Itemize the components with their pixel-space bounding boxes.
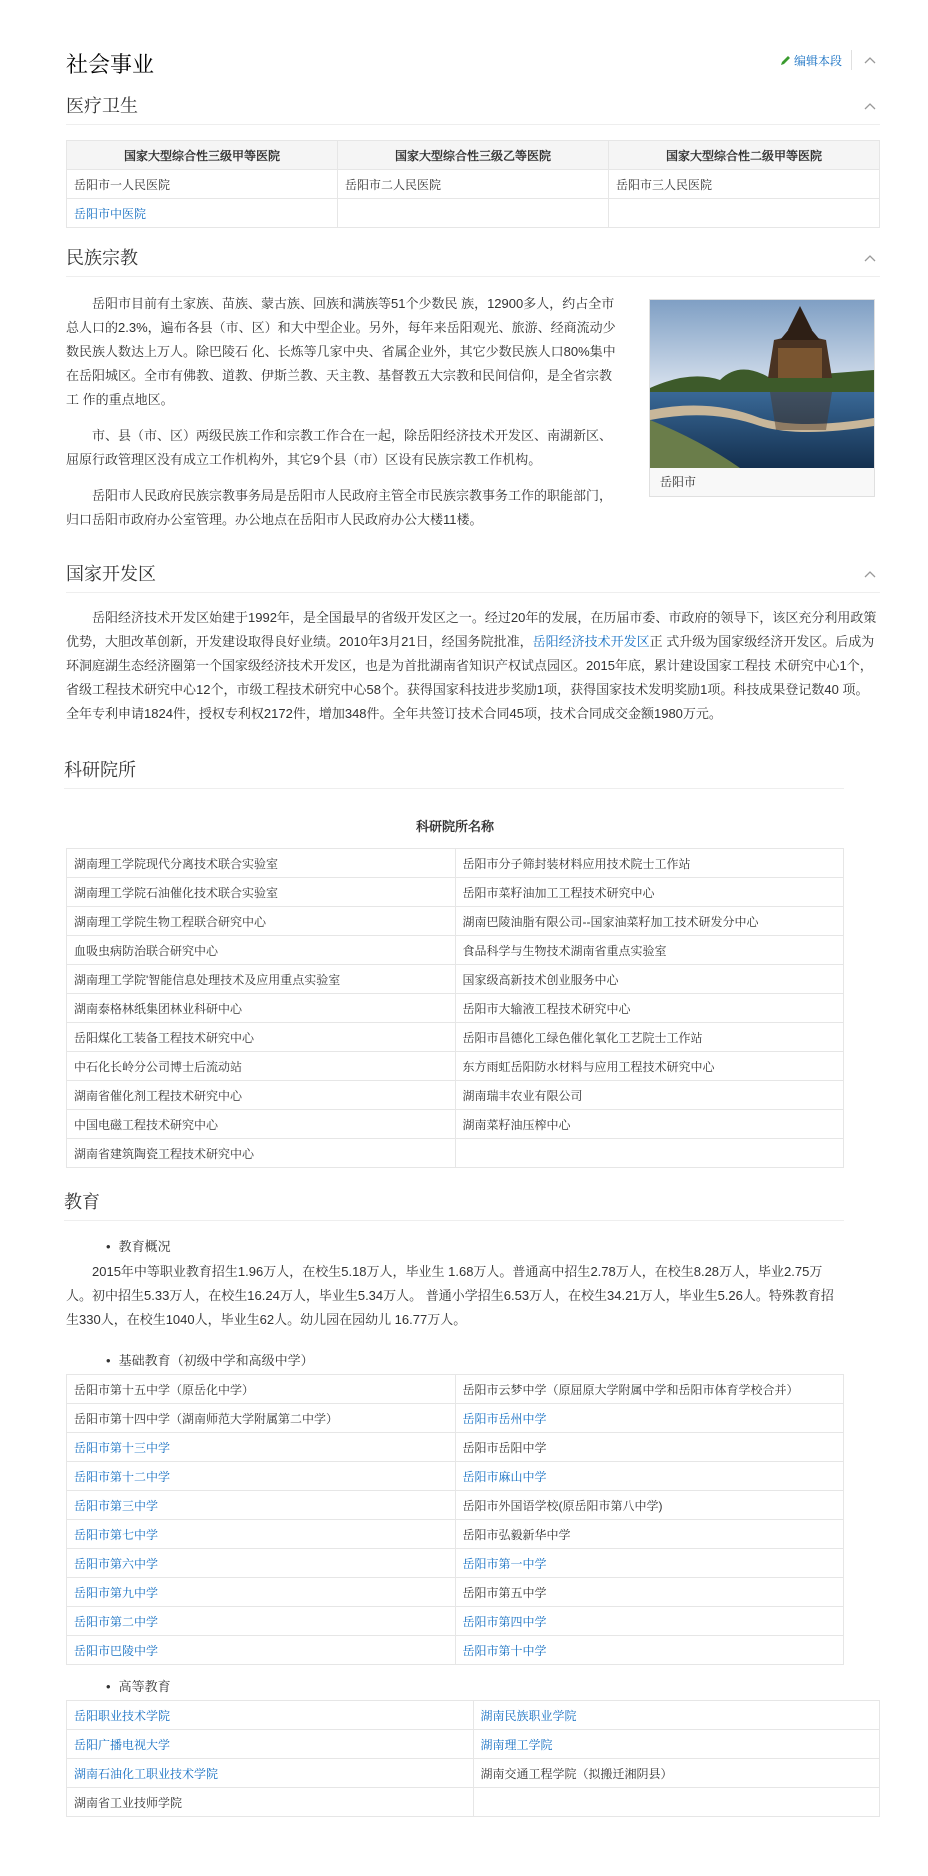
school-link[interactable]: 岳阳广播电视大学 — [67, 1730, 474, 1759]
table-cell: 湖南瑞丰农业有限公司 — [455, 1081, 844, 1110]
table-cell: 岳阳市分子筛封装材料应用技术院士工作站 — [455, 849, 844, 878]
devzone-link[interactable]: 岳阳经济技术开发区 — [532, 634, 650, 649]
table-cell: 岳阳市外国语学校(原岳阳市第八中学) — [455, 1491, 844, 1520]
research-title: 科研院所 — [64, 760, 136, 780]
school-link[interactable]: 岳阳市第九中学 — [67, 1578, 456, 1607]
table-row — [67, 199, 880, 228]
research-table — [66, 848, 844, 1168]
medical-title: 医疗卫生 — [66, 96, 138, 116]
medical-header — [66, 88, 880, 125]
school-link[interactable]: 岳阳职业技术学院 — [67, 1701, 474, 1730]
table-row — [67, 1578, 844, 1607]
table-cell: 岳阳市一人民医院 — [67, 170, 338, 199]
school-link[interactable]: 岳阳市第二中学 — [67, 1607, 456, 1636]
table-cell: 湖南泰格林纸集团林业科研中心 — [67, 994, 456, 1023]
table-row — [67, 1375, 844, 1404]
table-cell: 国家级高新技术创业服务中心 — [455, 965, 844, 994]
table-cell: 岳阳市二人民医院 — [338, 170, 609, 199]
table-cell: 岳阳市菜籽油加工工程技术研究中心 — [455, 878, 844, 907]
table-cell: 中石化长岭分公司博士后流动站 — [67, 1052, 456, 1081]
school-link[interactable]: 岳阳市第七中学 — [67, 1520, 456, 1549]
table-cell: 东方雨虹岳阳防水材料与应用工程技术研究中心 — [455, 1052, 844, 1081]
table-row — [67, 1759, 880, 1788]
table-cell: 岳阳煤化工装备工程技术研究中心 — [67, 1023, 456, 1052]
devzone-header — [66, 556, 880, 593]
table-row — [67, 1607, 844, 1636]
school-link[interactable]: 湖南理工学院 — [473, 1730, 880, 1759]
table-row — [67, 1081, 844, 1110]
table-row — [67, 1549, 844, 1578]
school-link[interactable]: 岳阳市巴陵中学 — [67, 1636, 456, 1665]
table-cell: 岳阳市三人民医院 — [609, 170, 880, 199]
table-row — [67, 1788, 880, 1817]
divider — [851, 50, 852, 70]
collapse-icon[interactable] — [864, 254, 876, 262]
devzone-text-a: 岳阳经济技术开发区始建于1992年，是全国最早的省级开发区之一。经过20年的发展，在历届市委、市政府的领导下，该区充分利用政策优势，大胆改革创新，开发建设取得良好业绩。2010年3月21日，经国务院批准， — [66, 610, 877, 649]
collapse-icon[interactable] — [864, 102, 876, 110]
table-cell: 岳阳市岳阳中学 — [455, 1433, 844, 1462]
school-link[interactable]: 岳阳市第十三中学 — [67, 1433, 456, 1462]
table-cell: 岳阳市第五中学 — [455, 1578, 844, 1607]
table-row — [67, 965, 844, 994]
table-cell — [609, 199, 880, 228]
basic-education-bullet: • 基础教育（初级中学和高级中学） — [106, 1350, 314, 1369]
research-header — [64, 752, 844, 789]
table-header-row — [67, 141, 880, 170]
table-row — [67, 1139, 844, 1168]
image-figure[interactable] — [649, 299, 875, 497]
table-row — [67, 170, 880, 199]
table-cell: 湖南省催化剂工程技术研究中心 — [67, 1081, 456, 1110]
table-row — [67, 994, 844, 1023]
ethnic-text — [66, 292, 620, 532]
school-link[interactable]: 湖南石油化工职业技术学院 — [67, 1759, 474, 1788]
table-header-cell: 国家大型综合性三级甲等医院 — [67, 141, 338, 170]
paragraph: 岳阳市人民政府民族宗教事务局是岳阳市人民政府主管全市民族宗教事务工作的职能部门，归口岳阳市政府办公室管理。办公地点在岳阳市人民政府办公大楼11楼。 — [66, 488, 613, 527]
table-cell: 湖南理工学院'智能信息处理技术及应用重点实验室 — [67, 965, 456, 994]
school-link[interactable]: 岳阳市岳州中学 — [455, 1404, 844, 1433]
table-row — [67, 1520, 844, 1549]
table-row — [67, 1023, 844, 1052]
table-cell — [338, 199, 609, 228]
edit-label: 编辑本段 — [793, 54, 842, 68]
education-header — [64, 1184, 844, 1221]
ethnic-title: 民族宗教 — [66, 248, 138, 268]
table-cell: 食品科学与生物技术湖南省重点实验室 — [455, 936, 844, 965]
table-row — [67, 1404, 844, 1433]
table-cell — [473, 1788, 880, 1817]
table-row — [67, 1491, 844, 1520]
table-cell: 岳阳市昌德化工绿色催化氧化工艺院士工作站 — [455, 1023, 844, 1052]
medical-table — [66, 140, 880, 228]
table-row — [67, 1701, 880, 1730]
edit-section-button[interactable] — [780, 52, 842, 69]
table-row — [67, 1462, 844, 1491]
paragraph: 市、县（市、区）两级民族工作和宗教工作合在一起，除岳阳经济技术开发区、南湖新区、屈原行政管理区没有成立工作机构外，其它9个县（市）区设有民族宗教工作机构。 — [66, 428, 613, 467]
school-link[interactable]: 岳阳市第四中学 — [455, 1607, 844, 1636]
table-cell: 湖南交通工程学院（拟搬迁湘阴县） — [473, 1759, 880, 1788]
research-table-caption: 科研院所名称 — [415, 819, 494, 834]
table-cell: 湖南省建筑陶瓷工程技术研究中心 — [67, 1139, 456, 1168]
education-title: 教育 — [64, 1192, 100, 1212]
paragraph: 岳阳市目前有土家族、苗族、蒙古族、回族和满族等51个少数民 族，12900多人，约占全市总人口的2.3%，遍布各县（市、区）和大中型企业。另外，每年来岳阳观光、旅游、经商流动少数民族人数达上万人。除巴陵石 化、长炼等几家中央、省属企业外，其它少数民族人口80%集中在岳阳城区。全市有佛教、道教、伊斯兰教、天主教、基督教五大宗教和民间信仰，是全省宗教工 作的重点地区。 — [66, 296, 616, 407]
higher-education-bullet: • 高等教育 — [106, 1676, 171, 1695]
table-cell: 岳阳市云梦中学（原屈原大学附属中学和岳阳市体育学校合并） — [455, 1375, 844, 1404]
table-cell: 岳阳市弘毅新华中学 — [455, 1520, 844, 1549]
table-cell: 湖南巴陵油脂有限公司--国家油菜籽加工技术研发分中心 — [455, 907, 844, 936]
table-cell: 湖南理工学院生物工程联合研究中心 — [67, 907, 456, 936]
devzone-paragraph — [66, 606, 880, 726]
table-row — [67, 1433, 844, 1462]
collapse-icon[interactable] — [864, 570, 876, 578]
school-link[interactable]: 岳阳市第六中学 — [67, 1549, 456, 1578]
education-overview-text: 2015年中等职业教育招生1.96万人，在校生5.18万人，毕业生 1.68万人。普通高中招生2.78万人，在校生8.28万人，毕业2.75万人。初中招生5.33万人，在校生16.24万人，毕业生5.34万人。 普通小学招生6.53万人，在校生34.21万人，毕业生5.26人。特殊教育招生330人，在校生1040人，毕业生62人。幼儿园在园幼儿 16.77万人。 — [66, 1264, 834, 1327]
table-row — [67, 1052, 844, 1081]
table-cell: 血吸虫病防治联合研究中心 — [67, 936, 456, 965]
table-row — [67, 849, 844, 878]
table-cell: 中国电磁工程技术研究中心 — [67, 1110, 456, 1139]
table-row — [67, 878, 844, 907]
devzone-title: 国家开发区 — [66, 564, 156, 584]
devzone-text-b: 正 式升级为国家级经济开发区。后成为环洞庭湖生态经济圈第一个国家级经济技术开发区，也是为首批湖南省知识产权试点园区。2015年底，累计建设国家工程技 术研究中心1个，省级工程技术研究中心12个，市级工程技术研究中心58个。获得国家科技进步奖励1项，获得国家技术发明奖励1项。科技成果登记数40 项。全年专利申请1824件，授权专利权2172件，增加348件。全年共签订技术合同45项，技术合同成交金额1980万元。 — [66, 634, 875, 721]
pencil-icon — [780, 54, 792, 66]
education-overview-bullet: • 教育概况 — [106, 1236, 171, 1255]
table-header-cell: 国家大型综合性二级甲等医院 — [609, 141, 880, 170]
school-link[interactable]: 岳阳市麻山中学 — [455, 1462, 844, 1491]
ethnic-header — [66, 240, 880, 277]
page-title: 社会事业 — [66, 52, 155, 77]
table-cell — [455, 1139, 844, 1168]
table-row — [67, 907, 844, 936]
collapse-icon[interactable] — [864, 56, 876, 64]
hospital-link[interactable]: 岳阳市中医院 — [67, 199, 338, 228]
table-row — [67, 1110, 844, 1139]
table-row — [67, 1730, 880, 1759]
school-link[interactable]: 岳阳市第一中学 — [455, 1549, 844, 1578]
section-header — [66, 44, 880, 78]
table-row — [67, 936, 844, 965]
table-cell: 湖南省工业技师学院 — [67, 1788, 474, 1817]
table-cell: 湖南理工学院现代分离技术联合实验室 — [67, 849, 456, 878]
table-cell: 岳阳市大输液工程技术研究中心 — [455, 994, 844, 1023]
table-cell: 湖南菜籽油压榨中心 — [455, 1110, 844, 1139]
higher-education-table — [66, 1700, 880, 1817]
image-caption: 岳阳市 — [650, 468, 874, 496]
table-cell: 岳阳市第十四中学（湖南师范大学附属第二中学） — [67, 1404, 456, 1433]
table-row — [67, 1636, 844, 1665]
pagoda-lake-photo — [650, 300, 874, 468]
school-link[interactable]: 湖南民族职业学院 — [473, 1701, 880, 1730]
school-link[interactable]: 岳阳市第三中学 — [67, 1491, 456, 1520]
table-cell: 湖南理工学院石油催化技术联合实验室 — [67, 878, 456, 907]
table-header-cell: 国家大型综合性三级乙等医院 — [338, 141, 609, 170]
basic-education-table — [66, 1374, 844, 1665]
school-link[interactable]: 岳阳市第十二中学 — [67, 1462, 456, 1491]
school-link[interactable]: 岳阳市第十中学 — [455, 1636, 844, 1665]
table-cell: 岳阳市第十五中学（原岳化中学） — [67, 1375, 456, 1404]
